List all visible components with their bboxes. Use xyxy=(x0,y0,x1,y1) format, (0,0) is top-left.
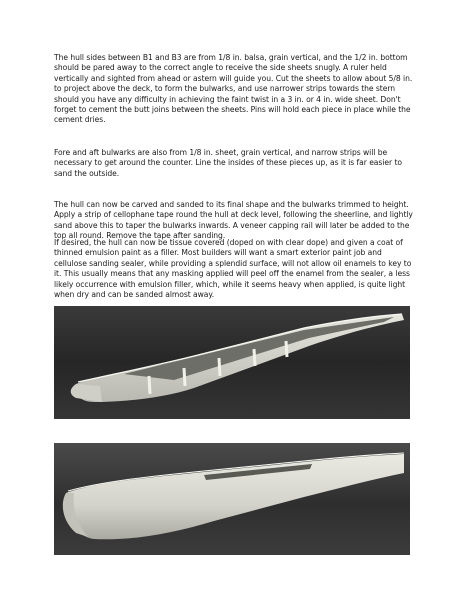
paragraph-finishing: If desired, the hull can now be tissue covered (doped on with clear dope) and given a coat of thinned emulsion paint as a filler. Most builders will want a smart exterior paint job and cellulose sanding sealer, while providing a splendid surface, will not allow oil enamels to key to it. This usually means that any masking applied will peel off the enamel from the sealer, a less likely occurrence with emulsion filler, which, while it seems heavy when applied, is quite light when dry and can be sanded almost away. xyxy=(54,238,412,300)
paragraph-hull-sides: The hull sides between B1 and B3 are from 1/8 in. balsa, grain vertical, and the 1/2 in. bottom should be pared away to the correct angle to receive the side sheets snugly. A ruler held vertically and sighted from ahead or astern will guide you. Cut the sheets to allow about 5/8 in. to project above the deck, to form the bulwarks, and use narrower strips towards the stern should you have any difficulty in achieving the faint twist in a 3 in. or 4 in. wide sheet. Don't forget to cement the butt joins between the sheets. Pins will hold each piece in place while the cement dries. xyxy=(54,53,413,125)
paragraph-bulwarks: Fore and aft bulwarks are also from 1/8 in. sheet, grain vertical, and narrow strips will be necessary to get around the counter. Line the insides of these pieces up, as it is far easier to sand the outside. xyxy=(54,148,402,178)
hull-exterior-photo xyxy=(54,443,410,555)
hull-interior-photo xyxy=(54,306,410,419)
paragraph-carving: The hull can now be carved and sanded to its final shape and the bulwarks trimmed to height. Apply a strip of cellophane tape round the hull at deck level, following the sheerline, and lightly sand above this to taper the bulwarks inwards. A veneer capping rail will later be added to the top all round. Remove the tape after sanding. xyxy=(54,200,413,241)
